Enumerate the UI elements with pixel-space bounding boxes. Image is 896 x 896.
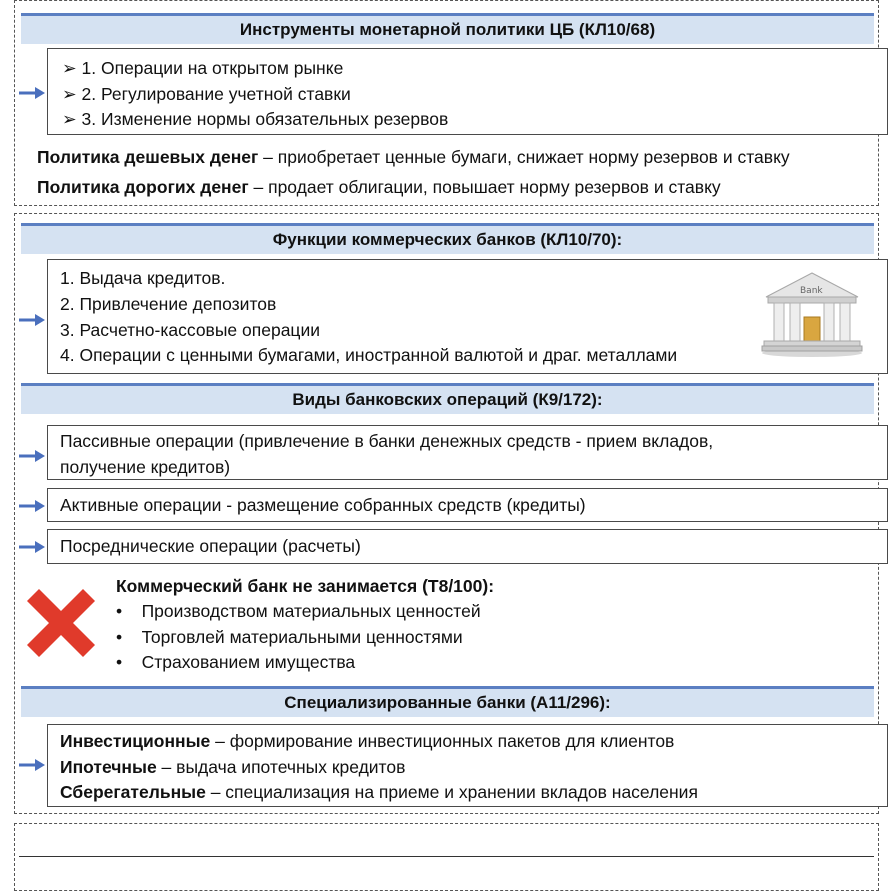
list-item: 4. Операции с ценными бумагами, иностранной валютой и драг. металлами (60, 345, 678, 365)
list-item: 2. Привлечение депозитов (60, 294, 277, 314)
list-item: Инвестиционные – формирование инвестиционных пакетов для клиентов (60, 731, 675, 751)
monetary-list-box (47, 48, 888, 135)
passive-operations-line2: получение кредитов) (60, 457, 231, 477)
intermediary-operations-text: Посреднические операции (расчеты) (60, 536, 361, 556)
passive-operations-line1: Пассивные операции (привлечение в банки денежных средств - прием вкладов, (60, 431, 714, 451)
bank-building-icon (760, 271, 864, 357)
intermediary-operations-box (47, 529, 888, 564)
monetary-section (14, 0, 879, 206)
operations-title: Виды банковских операций (К9/172): (21, 383, 874, 414)
banks-section (14, 213, 879, 814)
arrow-right-icon (19, 87, 45, 99)
list-item: ➢ 3. Изменение нормы обязательных резервов (62, 109, 449, 129)
passive-operations-box (47, 425, 888, 480)
monetary-title: Инструменты монетарной политики ЦБ (КЛ10/68) (21, 13, 874, 44)
list-item: Ипотечные – выдача ипотечных кредитов (60, 757, 406, 777)
red-cross-icon (25, 587, 97, 659)
list-item: 1. Выдача кредитов. (60, 268, 226, 288)
list-item: • Торговлей материальными ценностями (116, 627, 463, 647)
special-banks-title: Специализированные банки (А11/296): (21, 686, 874, 717)
active-operations-text: Активные операции - размещение собранных средств (кредиты) (60, 495, 586, 515)
functions-title: Функции коммерческих банков (КЛ10/70): (21, 223, 874, 254)
arrow-right-icon (19, 450, 45, 462)
arrow-right-icon (19, 759, 45, 771)
arrow-right-icon (19, 314, 45, 326)
notes-section (14, 823, 879, 891)
active-operations-box (47, 488, 888, 522)
list-item: ➢ 2. Регулирование учетной ставки (62, 84, 351, 104)
list-item: ➢ 1. Операции на открытом рынке (62, 58, 344, 78)
list-item: 3. Расчетно-кассовые операции (60, 320, 320, 340)
cheap-money-policy: Политика дешевых денег – приобретает ценные бумаги, снижает норму резервов и ставку (37, 147, 790, 167)
dear-money-policy: Политика дорогих денег – продает облигации, повышает норму резервов и ставку (37, 177, 721, 197)
bank-sign-text: Bank (800, 286, 823, 296)
special-banks-box (47, 724, 888, 807)
arrow-right-icon (19, 500, 45, 512)
list-item: Сберегательные – специализация на приеме и хранении вкладов населения (60, 782, 698, 802)
not-do-title: Коммерческий банк не занимается (Т8/100): (116, 576, 495, 596)
list-item: • Производством материальных ценностей (116, 601, 481, 621)
list-item: • Страхованием имущества (116, 652, 356, 672)
arrow-right-icon (19, 541, 45, 553)
divider (19, 856, 874, 857)
